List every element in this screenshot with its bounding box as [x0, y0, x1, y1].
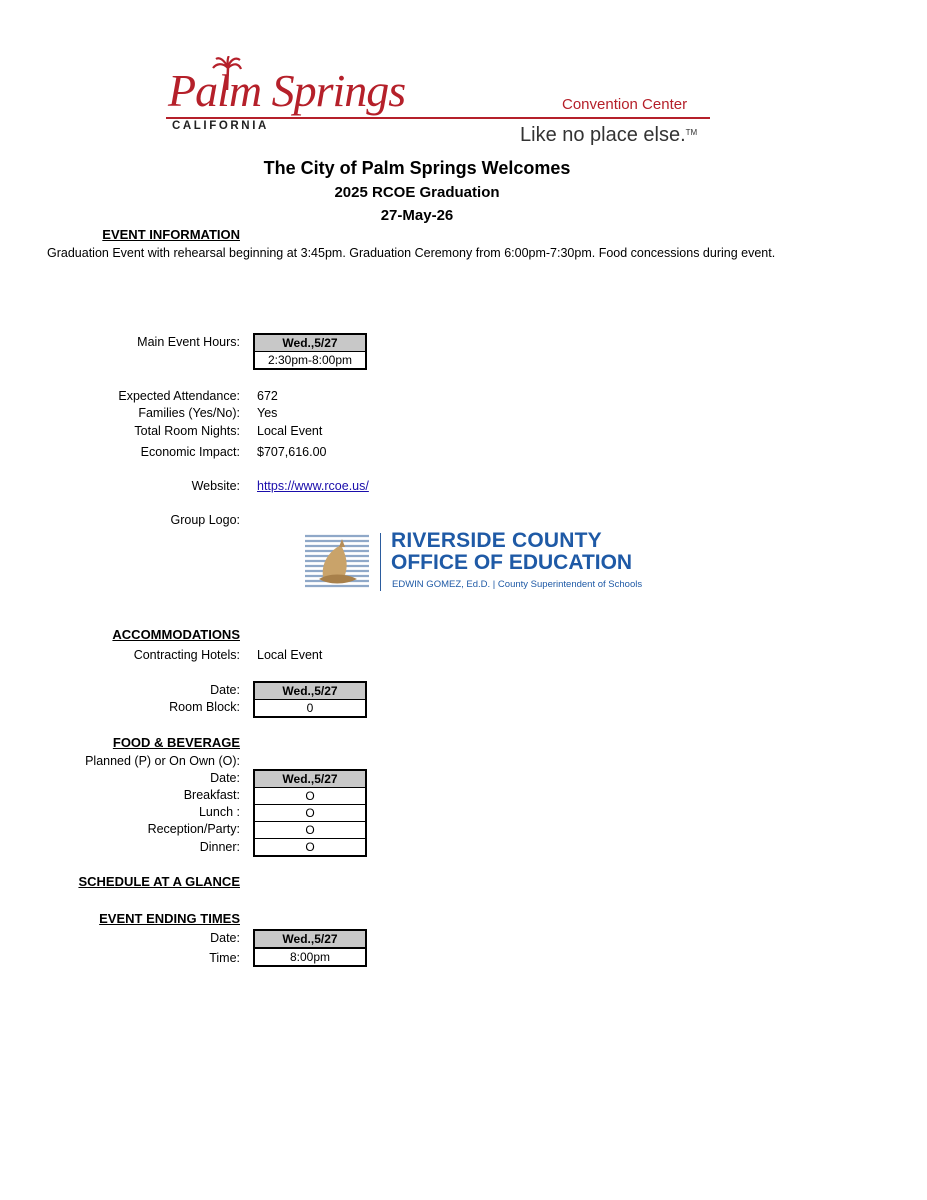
ending-date-cell: Wed.,5/27	[253, 929, 367, 948]
room-nights-value: Local Event	[257, 424, 323, 438]
reception-cell: O	[253, 821, 367, 839]
logo-tagline: Like no place else.™	[520, 124, 698, 146]
website-link[interactable]: https://www.rcoe.us/	[257, 479, 369, 493]
room-block-cell: 0	[253, 699, 367, 718]
dinner-cell: O	[253, 838, 367, 857]
planned-label: Planned (P) or On Own (O):	[85, 754, 240, 768]
accommodations-date-cell: Wed.,5/27	[253, 681, 367, 700]
economic-impact-label: Economic Impact:	[140, 445, 240, 459]
group-logo-label: Group Logo:	[170, 513, 240, 527]
ending-date-label: Date:	[210, 931, 240, 945]
families-label: Families (Yes/No):	[138, 406, 240, 420]
contracting-hotels-label: Contracting Hotels:	[133, 648, 240, 662]
dinner-label: Dinner:	[199, 840, 240, 854]
event-information-heading: EVENT INFORMATION	[102, 227, 240, 242]
rcoe-emblem-icon	[305, 533, 369, 589]
breakfast-label: Breakfast:	[183, 788, 240, 802]
attendance-label: Expected Attendance:	[118, 389, 240, 403]
families-value: Yes	[257, 406, 278, 420]
room-block-label: Room Block:	[169, 700, 240, 714]
palm-springs-wordmark: Palm Springs	[168, 65, 406, 116]
schedule-heading: SCHEDULE AT A GLANCE	[78, 874, 240, 889]
event-description: Graduation Event with rehearsal beginning at 3:45pm. Graduation Ceremony from 6:00pm-7:30pm. Food concessions during event.	[47, 246, 776, 260]
room-nights-label: Total Room Nights:	[134, 424, 240, 438]
main-hours-time-cell: 2:30pm-8:00pm	[253, 351, 367, 370]
reception-label: Reception/Party:	[147, 822, 240, 836]
lunch-cell: O	[253, 804, 367, 822]
rcoe-divider	[380, 533, 381, 591]
ending-time-cell: 8:00pm	[253, 948, 367, 967]
event-name: 2025 RCOE Graduation	[334, 184, 500, 201]
rcoe-superintendent: EDWIN GOMEZ, Ed.D. | County Superintendent of Schools	[392, 579, 643, 590]
food-beverage-heading: FOOD & BEVERAGE	[112, 735, 240, 750]
event-date: 27-May-26	[380, 207, 454, 224]
rcoe-name-line2: OFFICE OF EDUCATION	[391, 551, 633, 574]
fb-date-cell: Wed.,5/27	[253, 769, 367, 788]
logo-rule	[166, 117, 710, 119]
lunch-label: Lunch :	[198, 805, 240, 819]
trademark: TM	[685, 128, 698, 137]
economic-impact-value: $707,616.00	[257, 445, 327, 459]
contracting-hotels-value: Local Event	[257, 648, 323, 662]
website-value	[257, 479, 369, 493]
logo-venue: Convention Center	[562, 96, 688, 113]
rcoe-name-line1: RIVERSIDE COUNTY	[391, 529, 602, 552]
fb-date-label: Date:	[210, 771, 240, 785]
accommodations-date-label: Date:	[210, 683, 240, 697]
main-hours-label: Main Event Hours:	[137, 335, 240, 349]
logo-state: CALIFORNIA	[172, 120, 269, 132]
website-label: Website:	[191, 479, 240, 493]
attendance-value: 672	[257, 389, 278, 403]
ending-times-heading: EVENT ENDING TIMES	[99, 911, 240, 926]
page-title: The City of Palm Springs Welcomes	[263, 158, 571, 178]
ending-time-label: Time:	[209, 951, 240, 965]
accommodations-heading: ACCOMMODATIONS	[112, 627, 240, 642]
breakfast-cell: O	[253, 787, 367, 805]
main-hours-day-cell: Wed.,5/27	[253, 333, 367, 352]
